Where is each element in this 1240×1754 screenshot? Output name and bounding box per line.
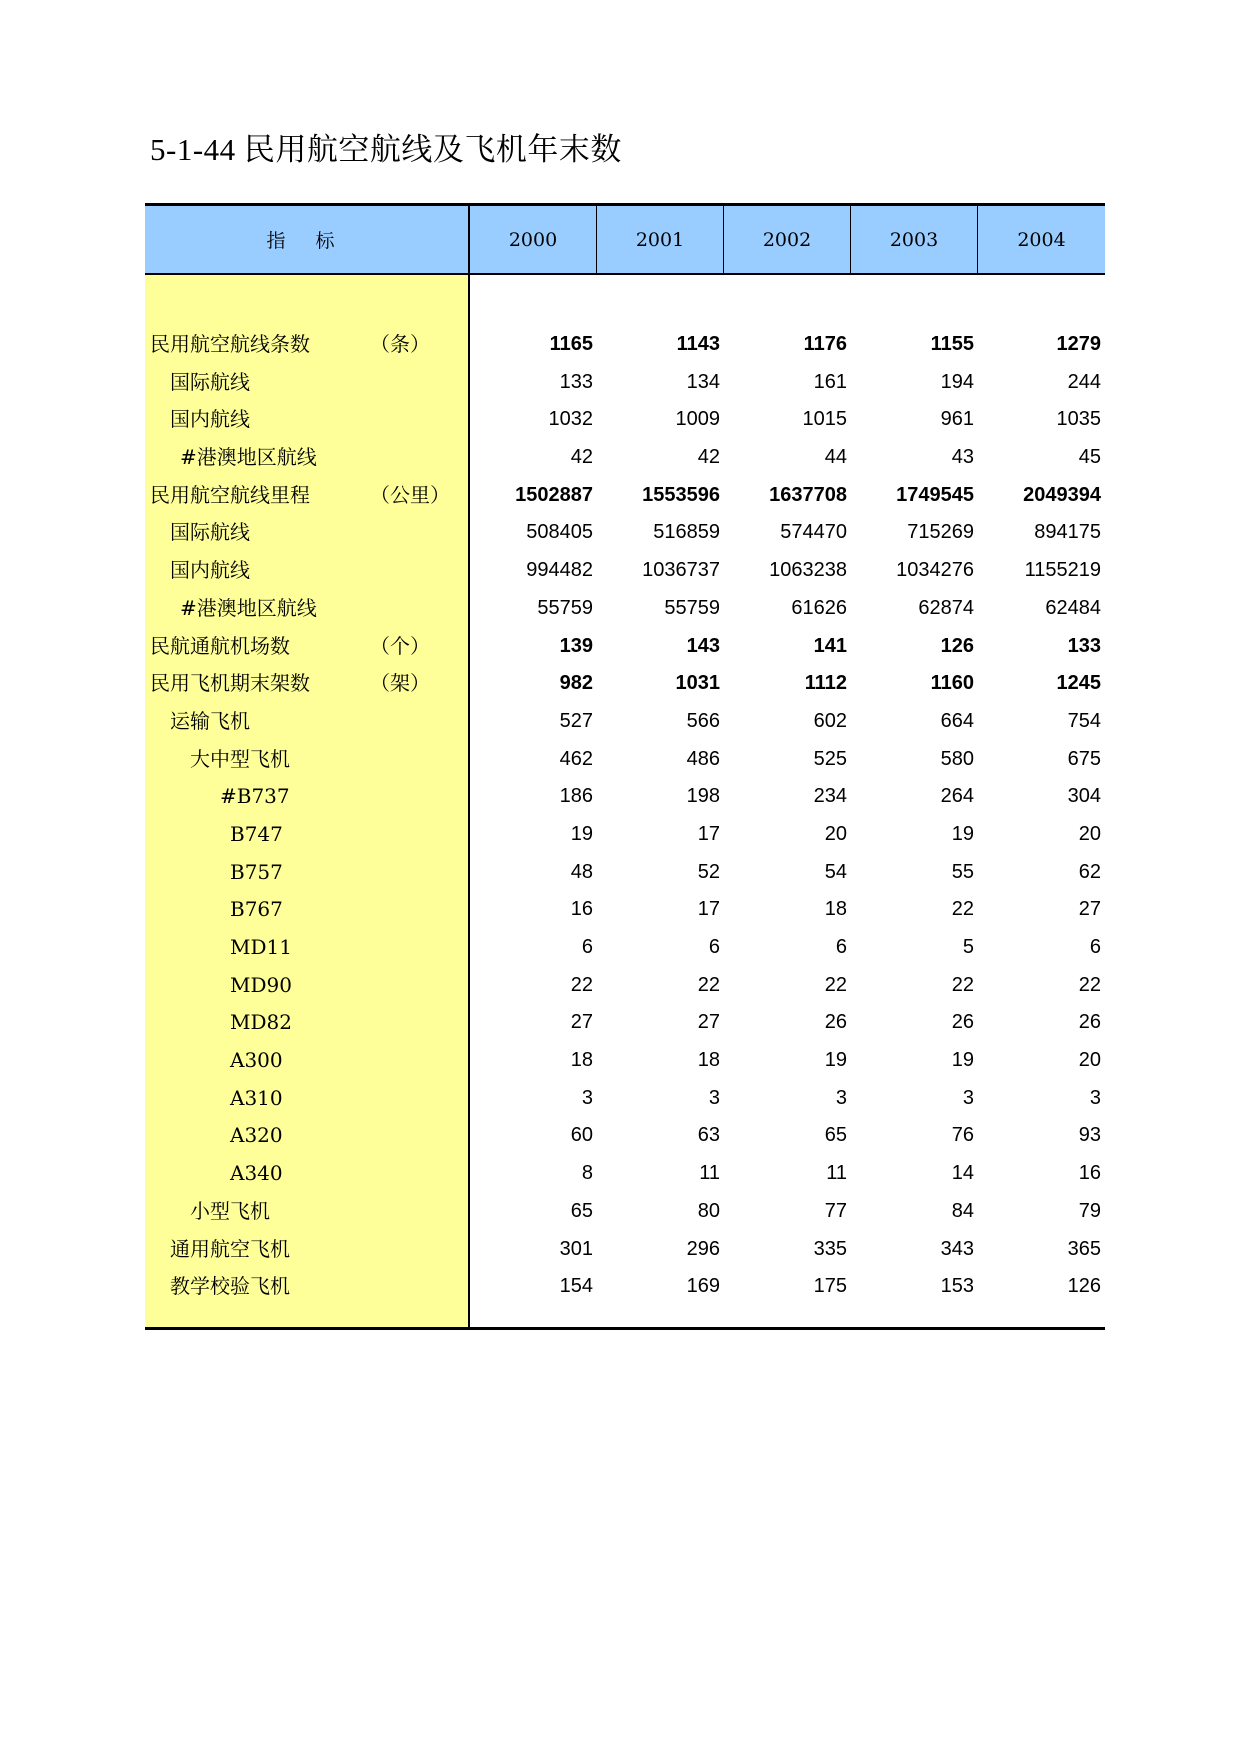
value-cell: 42 [697,446,720,469]
table-row [145,778,1105,816]
table-row [145,1155,1105,1193]
value-cell: 153 [940,1275,974,1298]
value-cell: 1155219 [1024,559,1101,582]
value-cell: 365 [1067,1237,1101,1260]
value-cell: 296 [686,1237,720,1260]
value-cell: 1160 [930,672,974,695]
value-cell: 17 [697,822,720,845]
row-label: MD90 [230,972,292,997]
value-cell: 3 [708,1086,720,1109]
value-cell: 55759 [537,596,593,619]
value-cell: 1035 [1056,408,1101,431]
value-cell: 1155 [930,333,974,355]
value-cell: 134 [686,370,720,393]
value-cell: 3 [1089,1086,1101,1109]
data-table [145,203,1105,1327]
value-cell: 198 [686,785,720,808]
value-cell: 44 [824,446,847,469]
value-cell: 1031 [675,672,720,695]
value-cell: 19 [570,822,593,845]
value-cell: 1112 [804,672,847,695]
value-cell: 1063238 [769,559,847,582]
value-cell: 11 [699,1162,720,1185]
value-cell: 1245 [1056,672,1101,695]
table-row [145,1193,1105,1231]
value-cell: 133 [559,370,593,393]
value-cell: 335 [813,1237,847,1260]
value-cell: 486 [686,747,720,770]
value-cell: 6 [835,936,847,958]
row-label: MD11 [230,935,292,959]
value-cell: 754 [1067,709,1101,732]
value-cell: 18 [824,898,847,921]
row-label: #B737 [220,784,290,809]
page-title: 5-1-44 民用航空航线及飞机年末数 [150,132,622,167]
row-unit: （公里） [370,482,450,507]
value-cell: 133 [1067,634,1101,657]
row-label: 通用航空飞机 [170,1236,290,1261]
value-cell: 65 [824,1124,847,1147]
value-cell: 1009 [675,408,720,431]
header-year: 2001 [597,206,724,273]
table-header [145,203,1105,275]
value-cell: 154 [559,1275,593,1298]
value-cell: 6 [581,936,593,958]
value-cell: 1502887 [515,483,593,506]
value-cell: 79 [1078,1199,1101,1222]
value-cell: 60 [570,1124,593,1147]
value-cell: 18 [570,1049,593,1072]
value-cell: 1279 [1056,333,1101,355]
row-label: A320 [230,1123,283,1148]
value-cell: 194 [940,370,974,393]
row-label: 国际航线 [170,369,250,394]
value-cell: 3 [581,1086,593,1109]
value-cell: 61626 [791,596,847,619]
table-row [145,1117,1105,1155]
header-year: 2002 [724,206,851,273]
table-row [145,929,1105,967]
row-label: 民用航空航线条数 [150,332,310,356]
value-cell: 525 [813,747,847,770]
table-row [145,628,1105,666]
table-row [145,854,1105,892]
value-cell: 93 [1078,1124,1101,1147]
table-row [145,514,1105,552]
value-cell: 304 [1067,785,1101,808]
header-year: 2000 [470,206,597,273]
value-cell: 161 [813,370,847,393]
table-row [145,590,1105,628]
table-bottom-rule [145,1327,1105,1330]
value-cell: 62874 [918,596,974,619]
value-cell: 5 [962,936,974,958]
row-unit: （个） [370,633,430,658]
value-cell: 143 [686,634,720,657]
value-cell: 175 [813,1275,847,1298]
value-cell: 169 [686,1275,720,1298]
value-cell: 20 [1078,822,1101,845]
table-row [145,703,1105,741]
value-cell: 264 [940,785,974,808]
value-cell: 17 [697,898,720,921]
table-row [145,439,1105,477]
value-cell: 1034276 [896,559,974,582]
value-cell: 715269 [907,521,974,544]
value-cell: 55 [951,860,974,883]
value-cell: 62484 [1045,596,1101,619]
value-cell: 27 [697,1011,720,1034]
value-cell: 80 [697,1199,720,1222]
value-cell: 19 [824,1049,847,1072]
value-cell: 16 [570,898,593,921]
value-cell: 43 [951,446,974,469]
value-cell: 6 [708,936,720,958]
value-cell: 3 [835,1086,847,1109]
value-cell: 139 [559,634,593,657]
value-cell: 63 [697,1124,720,1147]
row-label: B757 [230,859,283,884]
value-cell: 27 [1078,898,1101,921]
value-cell: 45 [1078,446,1101,469]
row-unit: （架） [370,671,430,696]
row-label: #港澳地区航线 [180,445,317,470]
value-cell: 1165 [549,333,593,355]
header-year: 2003 [851,206,978,273]
row-label: 国内航线 [170,407,250,432]
value-cell: 126 [940,634,974,657]
value-cell: 6 [1089,936,1101,958]
value-cell: 22 [824,973,847,996]
row-unit: （条） [370,332,430,356]
row-label: MD82 [230,1010,292,1035]
value-cell: 664 [940,709,974,732]
value-cell: 62 [1078,860,1101,883]
row-label: 小型飞机 [190,1198,270,1223]
value-cell: 54 [824,860,847,883]
table-row [145,741,1105,779]
value-cell: 22 [1078,973,1101,996]
table-row [145,816,1105,854]
value-cell: 55759 [664,596,720,619]
table-row [145,552,1105,590]
value-cell: 1015 [802,408,847,431]
table-row [145,1080,1105,1118]
value-cell: 301 [559,1237,593,1260]
row-label: 教学校验飞机 [170,1274,290,1299]
row-label: 大中型飞机 [190,746,290,771]
row-label: 运输飞机 [170,708,250,733]
value-cell: 982 [559,672,593,695]
value-cell: 16 [1078,1162,1101,1185]
value-cell: 20 [824,822,847,845]
value-cell: 1143 [676,333,720,355]
value-cell: 602 [813,709,847,732]
header-year: 2004 [1017,228,1066,251]
value-cell: 1637708 [769,483,847,506]
value-cell: 675 [1067,747,1101,770]
value-cell: 1553596 [642,483,720,506]
value-cell: 186 [559,785,593,808]
value-cell: 574470 [780,521,847,544]
table-row [145,665,1105,703]
value-cell: 26 [1078,1011,1101,1034]
value-cell: 76 [951,1124,974,1147]
row-label: B747 [230,821,283,846]
row-label: 民用航空航线里程 [150,482,310,507]
row-label: #港澳地区航线 [180,595,317,620]
value-cell: 22 [951,973,974,996]
value-cell: 19 [951,1049,974,1072]
value-cell: 14 [951,1162,974,1185]
value-cell: 22 [951,898,974,921]
value-cell: 343 [940,1237,974,1260]
value-cell: 18 [697,1049,720,1072]
value-cell: 77 [824,1199,847,1222]
value-cell: 65 [570,1199,593,1222]
value-cell: 26 [951,1011,974,1034]
value-cell: 1176 [803,333,847,355]
value-cell: 19 [951,822,974,845]
table-row [145,477,1105,515]
value-cell: 84 [951,1199,974,1222]
table-row [145,1004,1105,1042]
table-row [145,1231,1105,1269]
value-cell: 462 [559,747,593,770]
value-cell: 1036737 [642,559,720,582]
value-cell: 20 [1078,1049,1101,1072]
header-indicator: 指 标 [145,206,470,273]
row-label: A300 [230,1048,283,1073]
value-cell: 22 [570,973,593,996]
value-cell: 141 [813,634,847,657]
value-cell: 961 [940,408,974,431]
value-cell: 244 [1067,370,1101,393]
table-row [145,364,1105,402]
value-cell: 11 [826,1162,847,1185]
value-cell: 566 [686,709,720,732]
value-cell: 42 [570,446,593,469]
value-cell: 527 [559,709,593,732]
table-body [145,326,1105,1306]
row-label: 民用飞机期末架数 [150,671,310,696]
value-cell: 48 [570,860,593,883]
row-label: 国内航线 [170,558,250,583]
row-label: A340 [230,1161,283,1186]
table-row [145,891,1105,929]
table-row [145,401,1105,439]
value-cell: 994482 [526,559,593,582]
value-cell: 22 [697,973,720,996]
value-cell: 516859 [653,521,720,544]
row-label: 民航通航机场数 [150,633,290,658]
value-cell: 508405 [526,521,593,544]
table-row [145,1268,1105,1306]
table-row [145,967,1105,1005]
table-row [145,326,1105,364]
value-cell: 234 [813,785,847,808]
value-cell: 26 [824,1011,847,1034]
value-cell: 3 [962,1086,974,1109]
value-cell: 1032 [548,408,593,431]
value-cell: 27 [570,1011,593,1034]
value-cell: 580 [940,747,974,770]
row-label: 国际航线 [170,520,250,545]
row-label: A310 [230,1085,283,1110]
row-label: B767 [230,897,283,922]
value-cell: 8 [581,1162,593,1185]
value-cell: 894175 [1034,521,1101,544]
value-cell: 2049394 [1023,483,1101,506]
value-cell: 126 [1067,1275,1101,1298]
value-cell: 52 [697,860,720,883]
value-cell: 1749545 [896,483,974,506]
table-row [145,1042,1105,1080]
